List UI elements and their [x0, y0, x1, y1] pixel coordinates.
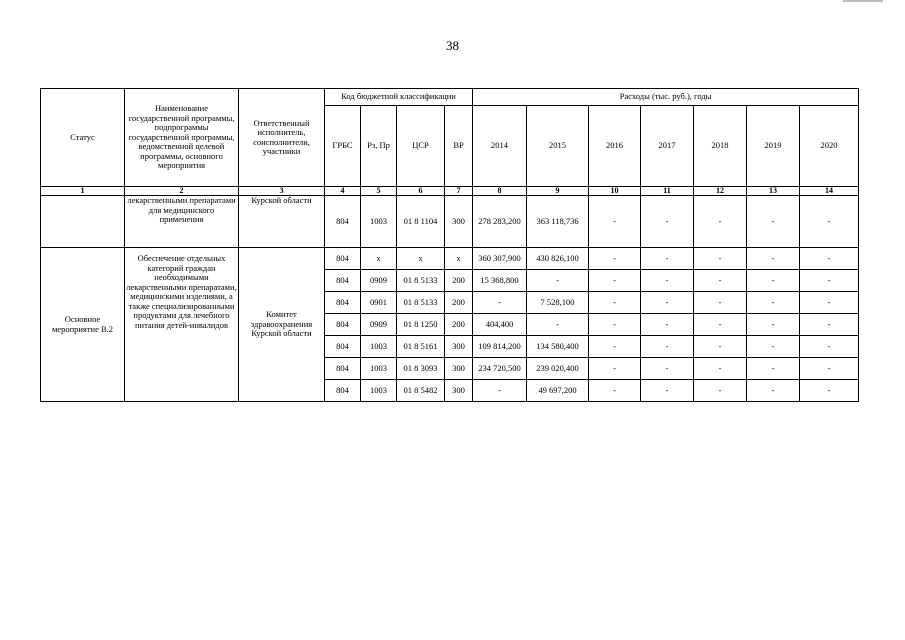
value-cell: -: [800, 314, 859, 336]
header-name: Наименование государственной программы, подпрограммы государственной программы, ведомственной целевой программы, основного мероприятия: [125, 89, 239, 187]
column-number: 7: [445, 187, 473, 196]
vr-cell: 200: [445, 314, 473, 336]
column-number: 9: [527, 187, 589, 196]
csr-cell: 01 8 5133: [397, 292, 445, 314]
grbs-cell: 804: [325, 358, 361, 380]
value-cell: -: [800, 248, 859, 270]
value-cell: 234 720,500: [473, 358, 527, 380]
csr-cell: 01 8 5482: [397, 380, 445, 402]
value-cell: -: [641, 336, 694, 358]
header-status: Статус: [41, 89, 125, 187]
scan-corner-mark: [843, 0, 883, 2]
csr-cell: 01 8 1250: [397, 314, 445, 336]
value-cell: 239 020,400: [527, 358, 589, 380]
value-cell: 109 814,200: [473, 336, 527, 358]
header-grbs: ГРБС: [325, 106, 361, 187]
grbs-cell: 804: [325, 196, 361, 248]
rzpr-cell: x: [361, 248, 397, 270]
grbs-cell: 804: [325, 314, 361, 336]
column-number: 3: [239, 187, 325, 196]
grbs-cell: 804: [325, 336, 361, 358]
csr-cell: x: [397, 248, 445, 270]
value-cell: -: [641, 270, 694, 292]
header-year: 2014: [473, 106, 527, 187]
value-cell: -: [589, 270, 641, 292]
column-number: 14: [800, 187, 859, 196]
vr-cell: x: [445, 248, 473, 270]
header-expenses: Расходы (тыс. руб.), годы: [473, 89, 859, 106]
grbs-cell: 804: [325, 248, 361, 270]
rzpr-cell: 1003: [361, 196, 397, 248]
header-csr: ЦСР: [397, 106, 445, 187]
value-cell: -: [589, 248, 641, 270]
value-cell: -: [694, 336, 747, 358]
vr-cell: 300: [445, 380, 473, 402]
header-year: 2018: [694, 106, 747, 187]
value-cell: -: [589, 292, 641, 314]
column-number: 5: [361, 187, 397, 196]
header-year: 2017: [641, 106, 694, 187]
rzpr-cell: 0909: [361, 270, 397, 292]
vr-cell: 300: [445, 196, 473, 248]
csr-cell: 01 8 3093: [397, 358, 445, 380]
value-cell: -: [589, 196, 641, 248]
header-row-top: [41, 89, 859, 106]
value-cell: -: [641, 292, 694, 314]
value-cell: -: [694, 196, 747, 248]
value-cell: 430 826,100: [527, 248, 589, 270]
value-cell: -: [589, 380, 641, 402]
column-number: 12: [694, 187, 747, 196]
value-cell: -: [747, 336, 800, 358]
executor-cell: Комитет здравоохранения Курской области: [239, 248, 325, 402]
vr-cell: 200: [445, 292, 473, 314]
column-number-row: [41, 187, 859, 196]
value-cell: -: [800, 292, 859, 314]
event-name: Обеспечение отдельных категорий граждан необходимыми лекарственными препаратами, медицинскими изделиями, а также специализированными продуктами для лечебного питания детей-инвалидов: [126, 253, 237, 330]
value-cell: -: [641, 358, 694, 380]
header-year: 2016: [589, 106, 641, 187]
column-number: 4: [325, 187, 361, 196]
value-cell: -: [694, 380, 747, 402]
rzpr-cell: 0901: [361, 292, 397, 314]
value-cell: -: [747, 270, 800, 292]
csr-cell: 01 8 1104: [397, 196, 445, 248]
value-cell: -: [747, 248, 800, 270]
table-row: [41, 248, 859, 270]
value-cell: 278 283,200: [473, 196, 527, 248]
value-cell: -: [694, 358, 747, 380]
value-cell: 15 368,800: [473, 270, 527, 292]
value-cell: -: [747, 314, 800, 336]
column-number: 2: [125, 187, 239, 196]
value-cell: -: [694, 292, 747, 314]
value-cell: 363 118,736: [527, 196, 589, 248]
value-cell: -: [473, 380, 527, 402]
header-year: 2019: [747, 106, 800, 187]
value-cell: -: [800, 336, 859, 358]
status-cell: [41, 196, 125, 248]
value-cell: -: [800, 380, 859, 402]
value-cell: 134 580,400: [527, 336, 589, 358]
column-number: 13: [747, 187, 800, 196]
header-rzpr: Рз, Пр: [361, 106, 397, 187]
value-cell: -: [527, 270, 589, 292]
value-cell: -: [589, 314, 641, 336]
value-cell: -: [473, 292, 527, 314]
value-cell: 49 697,200: [527, 380, 589, 402]
value-cell: -: [641, 314, 694, 336]
vr-cell: 200: [445, 270, 473, 292]
vr-cell: 300: [445, 358, 473, 380]
value-cell: 404,400: [473, 314, 527, 336]
value-cell: -: [800, 270, 859, 292]
value-cell: -: [694, 314, 747, 336]
vr-cell: 300: [445, 336, 473, 358]
value-cell: -: [800, 196, 859, 248]
value-cell: -: [641, 196, 694, 248]
budget-table: [40, 88, 859, 402]
csr-cell: 01 8 5133: [397, 270, 445, 292]
rzpr-cell: 1003: [361, 358, 397, 380]
table-row: [41, 196, 859, 248]
value-cell: -: [641, 380, 694, 402]
column-number: 1: [41, 187, 125, 196]
executor-cell: Курской области: [239, 196, 325, 248]
value-cell: -: [694, 248, 747, 270]
name-cell: лекарственными препаратами для медицинского применения: [125, 196, 239, 248]
rzpr-cell: 1003: [361, 336, 397, 358]
value-cell: -: [589, 336, 641, 358]
header-budget-code: Код бюджетной классификации: [325, 89, 473, 106]
grbs-cell: 804: [325, 292, 361, 314]
grbs-cell: 804: [325, 380, 361, 402]
value-cell: -: [527, 314, 589, 336]
name-cell: [125, 248, 239, 402]
value-cell: -: [747, 196, 800, 248]
header-year: 2020: [800, 106, 859, 187]
column-number: 8: [473, 187, 527, 196]
value-cell: 360 307,900: [473, 248, 527, 270]
value-cell: -: [589, 358, 641, 380]
header-executor: Ответственный исполнитель, соисполнители, участники: [239, 89, 325, 187]
value-cell: -: [747, 380, 800, 402]
rzpr-cell: 1003: [361, 380, 397, 402]
value-cell: -: [747, 292, 800, 314]
column-number: 10: [589, 187, 641, 196]
page-number: 38: [446, 38, 459, 53]
value-cell: -: [747, 358, 800, 380]
header-year: 2015: [527, 106, 589, 187]
header-vr: ВР: [445, 106, 473, 187]
status-cell: Основное мероприятие В.2: [41, 248, 125, 402]
value-cell: -: [800, 358, 859, 380]
value-cell: -: [641, 248, 694, 270]
column-number: 6: [397, 187, 445, 196]
column-number: 11: [641, 187, 694, 196]
grbs-cell: 804: [325, 270, 361, 292]
value-cell: 7 528,100: [527, 292, 589, 314]
csr-cell: 01 8 5161: [397, 336, 445, 358]
value-cell: -: [694, 270, 747, 292]
rzpr-cell: 0909: [361, 314, 397, 336]
